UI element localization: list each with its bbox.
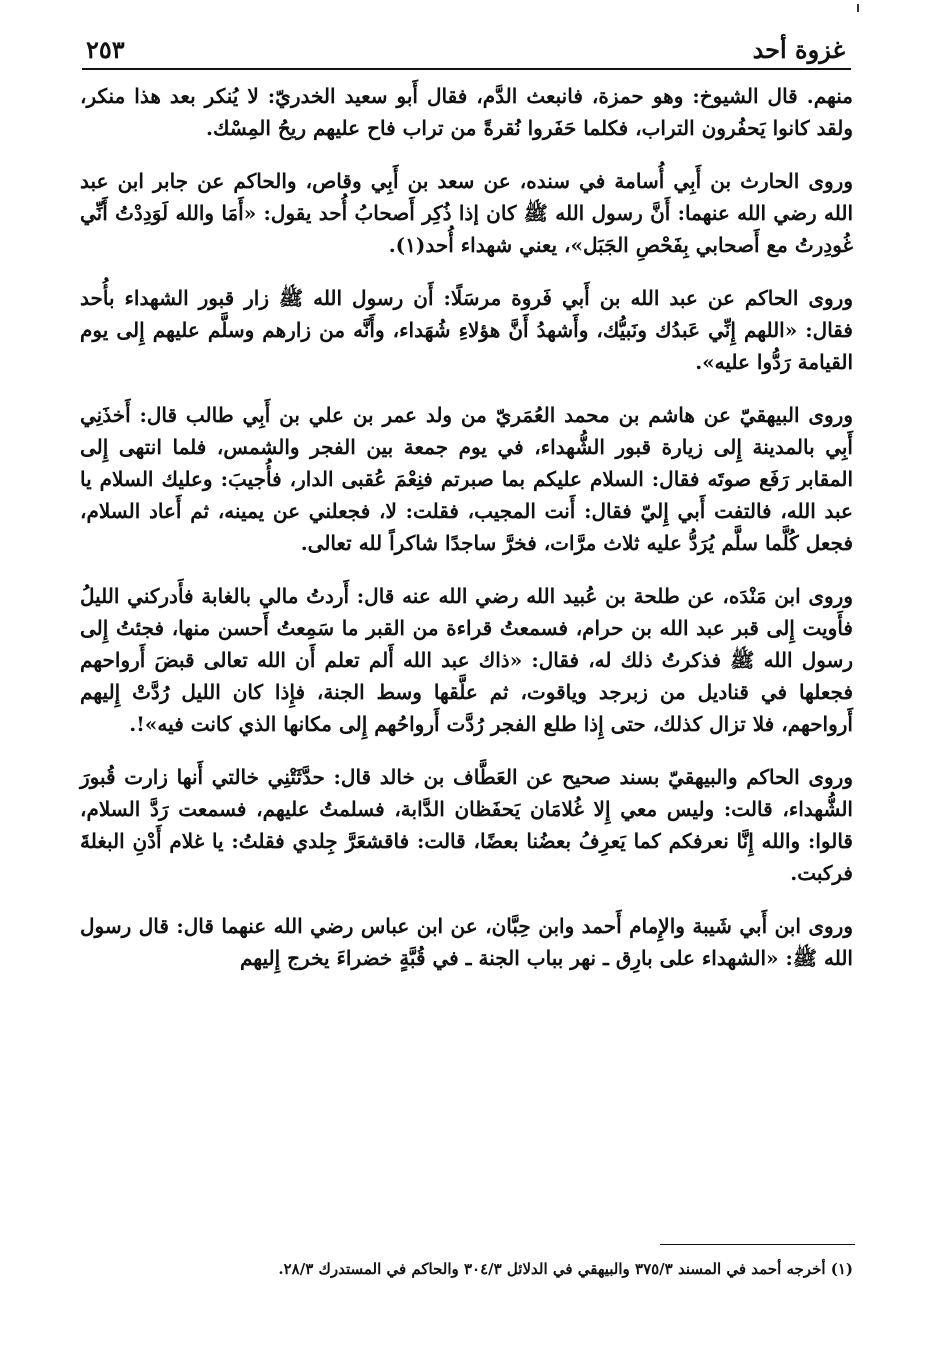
paragraph: منهم. قال الشيوخ: وهو حمزة، فانبعث الدَّم، فقال أَبو سعيد الخدريّ: لا يُنكر بعد هذا منكر، ولقد كانوا يَحفُرون التراب، فكلما حَفَروا نُقرةً من تراب فاح عليهم ريحُ المِسْك. xyxy=(80,84,853,140)
footnote-rule xyxy=(660,1244,855,1245)
paragraph: وروى الحاكم عن عبد الله بن أَبي فَروة مرسَلًا: أَن رسول الله ﷺ زار قبور الشهداء بأُحد فقال: «اللهم إِنِّي عَبدُك ونَبيُّك، وأَشهدُ أَنَّ هؤلاءِ شُهَداء، وأَنَّه من زارهم وسلَّم عليهم إِلى يوم القيامة رَدُّوا عليه». xyxy=(80,286,853,374)
paragraph: وروى ابن مَنْدَه، عن طلحة بن عُبيد الله رضي الله عنه قال: أَردتُ مالي بالغابة فأَدركني الليلُ فأَويت إِلى قبر عبد الله بن حرام، فسمعتُ قراءة من القبر ما سَمِعتُ أَحسن منها، فجئتُ إِلى رسول الله ﷺ فذكرتُ ذلك له، فقال: «ذاك عبد الله أَلم تعلم أَن الله تعالى قبضَ أَرواحهم فجعلها في قناديل من زبرجد وياقوت، ثم علَّقها وسط الجنة، فإِذا كان الليل رُدَّتْ إِليهم أَرواحهم، فلا تزال كذلك، حتى إِذا طلع الفجر رُدَّت أَرواحُهم إِلى مكانها الذي كانت فيه»!. xyxy=(80,584,853,736)
running-header xyxy=(86,24,845,64)
paragraph: وروى ابن أَبي شَيبة والإِمام أَحمد وابن حِبَّان، عن ابن عباس رضي الله عنهما قال: قال رسول الله ﷺ: «الشهداء على بارِق ـ نهر بباب الجنة ـ في قُبَّةٍ خضراءَ يخرج إِليهم xyxy=(80,914,853,970)
paragraph: وروى الحارث بن أَبِي أُسامة في سنده، عن سعد بن أَبِي وقاص، والحاكم عن جابر ابن عبد الله رضي الله عنهما: أَنَّ رسول الله ﷺ كان إذا ذُكِر أَصحابُ أُحد يقول: «أَمَا والله لَوَدِدْتُ أَنِّي غُودِرتُ مع أَصحابي بِفَحْصِ الجَبَل»، يعني شهداء أُحد(١). xyxy=(80,169,853,257)
paragraph: وروى البيهقيّ عن هاشم بن محمد العُمَريّ من ولد عمر بن علي بن أَبِي طالب قال: أَخذَنِي أَبِي بالمدينة إِلى زيارة قبور الشُّهداء، في يوم جمعة بين الفجر والشمس، فلما انتهى إِلى المقابر رَفَع صوتَه فقال: السلام عليكم بما صبرتم فنِعْمَ عُقبى الدار، فأُجيبَ: وعليك السلام يا عبد الله، فالتفت أَبي إِليّ فقال: أَنت المجيب، فقلت: لا، فجعلني عن يمينه، ثم أَعاد السلام، فجعل كُلَّما سلَّم يُرَدُّ عليه ثلاث مرَّات، فخرَّ ساجدًا شاكراً لله تعالى. xyxy=(80,403,853,555)
paragraph: وروى الحاكم والبيهقيّ بسند صحيح عن العَطَّاف بن خالد قال: حدَّثَتْنِي خالتي أَنها زارت قُبورَ الشُّهداء، قالت: وليس معي إِلا غُلامَان يَحفَظان الدَّابة، فسلمتُ عليهم، فسمعت رَدَّ السلام، قالوا: والله إِنَّا نعرفكم كما يَعرِفُ بعضُنا بعضًا، قالت: فاقشعَرَّ جِلدي فقلتُ: يا غلام أَدْنِ البغلةَ فركبت. xyxy=(80,765,853,885)
header-rule xyxy=(82,68,851,70)
footnote: (١) أخرجه أحمد في المسند ٣٧٥/٣ والبيهقي في الدلائل ٣٠٤/٣ والحاكم في المستدرك ٢٨/٣. xyxy=(278,1260,853,1278)
page-number: ٢٥٣ xyxy=(86,35,125,64)
main-text xyxy=(80,80,853,974)
scan-artifact xyxy=(857,4,859,12)
chapter-title: غزوة أحد xyxy=(752,35,845,64)
